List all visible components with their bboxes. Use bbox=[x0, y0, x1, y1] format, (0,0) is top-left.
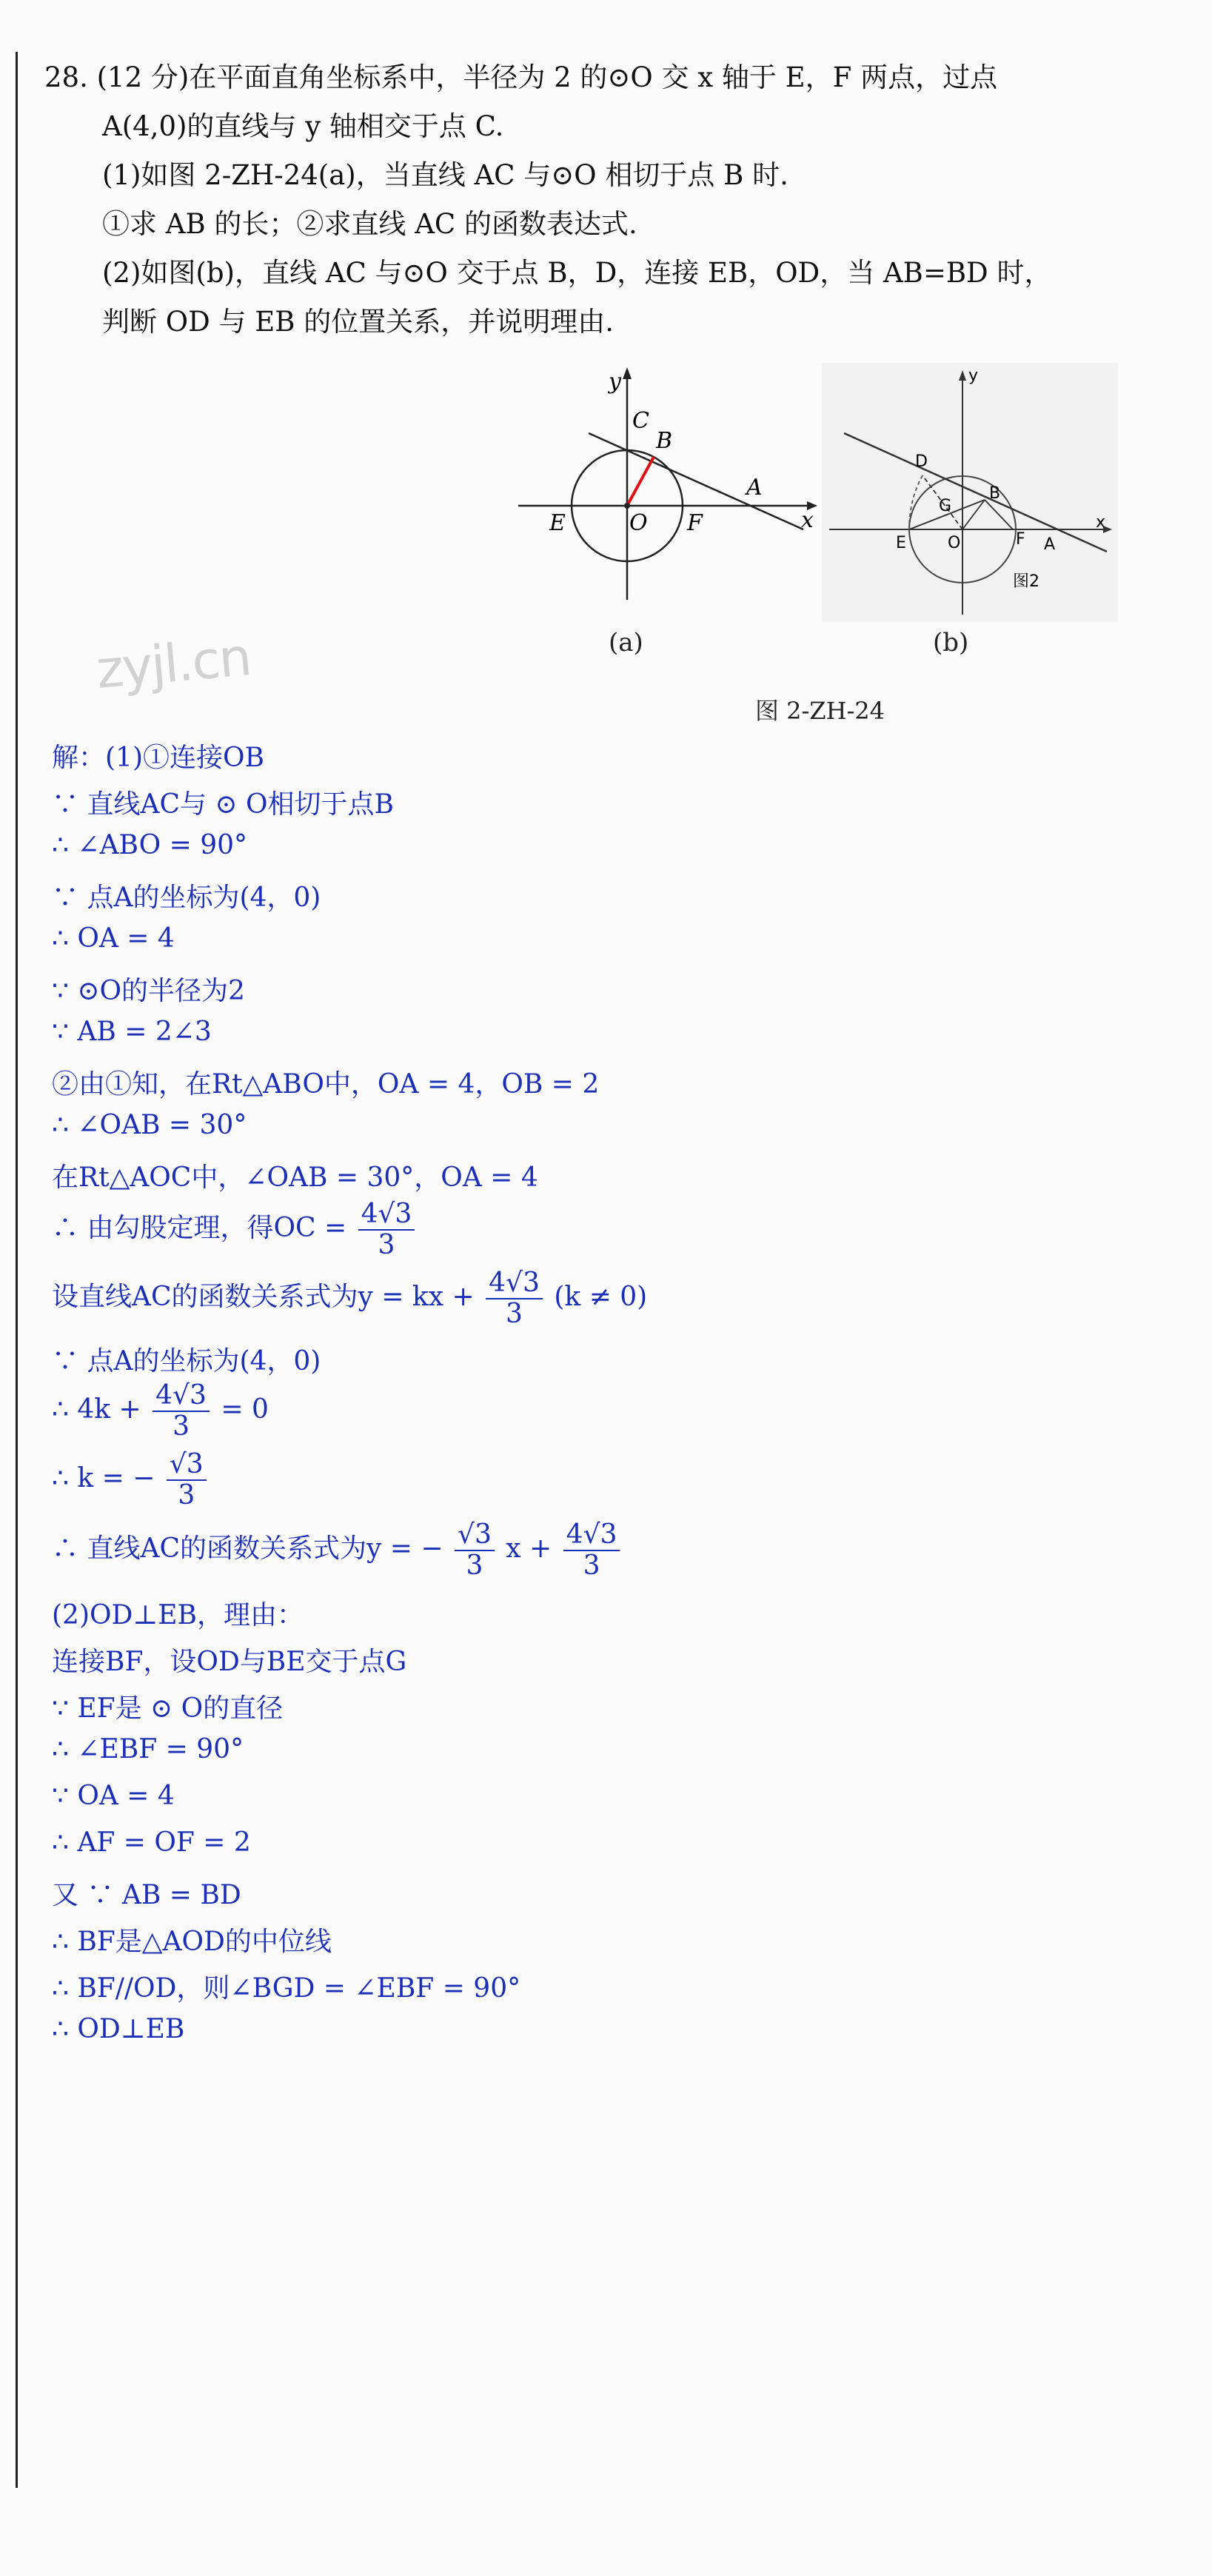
result-num-1: √3 bbox=[455, 1520, 495, 1551]
solution-line-k bbox=[52, 1450, 210, 1511]
problem-line-3: (1)如图 2-ZH-24(a)，当直线 AC 与⊙O 相切于点 B 时. bbox=[102, 159, 789, 191]
result-den-1: 3 bbox=[466, 1550, 483, 1581]
solution-line: ∵ ⊙O的半径为2 bbox=[52, 976, 245, 1006]
solution-line: ∴ OD⊥EB bbox=[52, 2014, 185, 2044]
solution-line: ∵ AB = 2∠3 bbox=[52, 1017, 212, 1047]
solution-line: ∴ AF = OF = 2 bbox=[52, 1827, 251, 1858]
left-margin-rule bbox=[16, 52, 18, 2488]
result-text: ∴ 直线AC的函数关系式为y = − bbox=[52, 1533, 443, 1564]
fig-a-label-y: y bbox=[609, 369, 621, 395]
figure-title: 图 2-ZH-24 bbox=[755, 697, 885, 725]
fig-b-label-y: y bbox=[968, 367, 979, 385]
fig-b-label-fig2: 图2 bbox=[1013, 572, 1039, 591]
problem-line-1: 28. (12 分)在平面直角坐标系中，半径为 2 的⊙O 交 x 轴于 E，F 两点，过点 bbox=[44, 61, 998, 93]
solution-line: 连接BF，设OD与BE交于点G bbox=[52, 1647, 407, 1677]
eq-den: 3 bbox=[173, 1411, 190, 1442]
fig-a-label-a: A bbox=[746, 475, 763, 501]
result-den-2: 3 bbox=[583, 1550, 600, 1581]
fig-a-label-f: F bbox=[687, 510, 703, 536]
fig-a-label-b: B bbox=[656, 428, 673, 454]
problem-line-5: (2)如图(b)，直线 AC 与⊙O 交于点 B，D，连接 EB，OD，当 AB=BD 时， bbox=[102, 257, 1052, 289]
fig-a-label-o: O bbox=[629, 510, 648, 536]
fig-b-label-b: B bbox=[989, 484, 1001, 503]
fig-b-label-d: D bbox=[915, 452, 928, 471]
fig-a-label-e: E bbox=[549, 510, 566, 536]
solution-line: ∴ ∠EBF = 90° bbox=[52, 1734, 244, 1764]
result-fraction-1 bbox=[455, 1520, 495, 1581]
fig-a-label-c: C bbox=[632, 408, 649, 434]
problem-line-2: A(4,0)的直线与 y 轴相交于点 C. bbox=[102, 110, 504, 142]
solution-line: ∵ EF是 ⊙ O的直径 bbox=[52, 1693, 284, 1724]
k-text: ∴ k = − bbox=[52, 1463, 155, 1493]
caption-a: (a) bbox=[609, 628, 643, 658]
solution-line: ∵ 点A的坐标为(4，0) bbox=[52, 883, 321, 913]
solution-line: 解：(1)①连接OB bbox=[52, 743, 264, 773]
func-form-num: 4√3 bbox=[486, 1268, 543, 1299]
fig-b-label-f: F bbox=[1016, 530, 1025, 549]
oc-text: ∴ 由勾股定理，得OC = bbox=[52, 1213, 347, 1243]
eq-fraction bbox=[153, 1381, 210, 1442]
oc-den: 3 bbox=[378, 1230, 395, 1260]
solution-line-eq bbox=[52, 1381, 269, 1442]
solution-line-func-form bbox=[52, 1268, 647, 1329]
k-den: 3 bbox=[178, 1480, 195, 1511]
eq-text: ∴ 4k + bbox=[52, 1394, 141, 1425]
solution-line: 又 ∵ AB = BD bbox=[52, 1880, 241, 1910]
problem-statement bbox=[44, 53, 1170, 347]
solution-line: ∵ 点A的坐标为(4，0) bbox=[52, 1346, 321, 1376]
figures bbox=[511, 363, 1177, 674]
k-fraction bbox=[167, 1450, 207, 1511]
eq-post: = 0 bbox=[221, 1394, 269, 1425]
fig-b-label-o: O bbox=[948, 534, 961, 552]
figure-b bbox=[822, 363, 1118, 622]
fig-b-label-a: A bbox=[1044, 535, 1056, 554]
solution-line: ∴ BF//OD，则∠BGD = ∠EBF = 90° bbox=[52, 1973, 521, 2004]
solution-line: ∴ BF是△AOD的中位线 bbox=[52, 1927, 332, 1957]
caption-b: (b) bbox=[933, 628, 969, 658]
solution-line: ②由①知，在Rt△ABO中，OA = 4，OB = 2 bbox=[52, 1069, 600, 1100]
func-form-fraction bbox=[486, 1268, 543, 1329]
fig-b-label-g: G bbox=[939, 497, 952, 515]
watermark: zyjl.cn bbox=[93, 626, 253, 700]
oc-num: 4√3 bbox=[358, 1200, 415, 1231]
problem-line-6: 判断 OD 与 EB 的位置关系，并说明理由. bbox=[102, 306, 615, 338]
func-form-den: 3 bbox=[506, 1299, 523, 1329]
result-num-2: 4√3 bbox=[563, 1520, 620, 1551]
fig-a-label-x: x bbox=[801, 507, 814, 533]
solution-line: ∴ OA = 4 bbox=[52, 923, 175, 954]
solution-line: (2)OD⊥EB，理由： bbox=[52, 1600, 304, 1630]
result-mid: x + bbox=[506, 1533, 552, 1564]
k-num: √3 bbox=[167, 1450, 207, 1481]
solution-line: 在Rt△AOC中，∠OAB = 30°，OA = 4 bbox=[52, 1162, 538, 1193]
solution-line: ∴ ∠ABO = 90° bbox=[52, 830, 248, 860]
problem-line-4: ①求 AB 的长；②求直线 AC 的函数表达式. bbox=[102, 208, 637, 240]
solution-line-result bbox=[52, 1520, 623, 1581]
fig-b-label-x: x bbox=[1096, 513, 1106, 532]
func-form-cond: (k ≠ 0) bbox=[554, 1282, 648, 1312]
func-form-text: 设直线AC的函数关系式为y = kx + bbox=[52, 1282, 475, 1312]
eq-num: 4√3 bbox=[153, 1381, 210, 1412]
result-fraction-2 bbox=[563, 1520, 620, 1581]
fig-b-label-e: E bbox=[896, 534, 906, 552]
solution-line: ∵ OA = 4 bbox=[52, 1781, 175, 1811]
oc-fraction bbox=[358, 1200, 415, 1260]
solution-line-oc bbox=[52, 1200, 418, 1260]
solution-line: ∴ ∠OAB = 30° bbox=[52, 1110, 247, 1140]
solution-line: ∵ 直线AC与 ⊙ O相切于点B bbox=[52, 789, 395, 820]
figure-a bbox=[511, 363, 822, 607]
